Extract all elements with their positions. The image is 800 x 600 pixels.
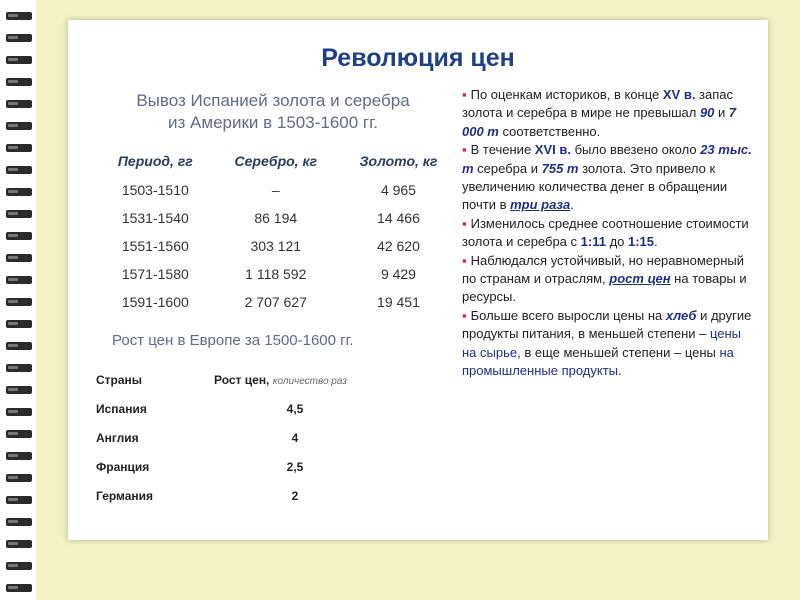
col-header-gold: Золото, кг [359,153,438,169]
table-row [96,481,376,510]
notebook-spiral [0,0,40,600]
cell-country: Англия [96,430,139,445]
spiral-ring [6,144,32,152]
cell-growth: 2,5 [286,459,304,474]
cell-country: Испания [96,401,147,416]
spiral-ring [6,188,32,196]
table-row [98,204,458,232]
spiral-ring [6,496,32,504]
cell-growth: 2 [291,488,299,503]
bullet-icon: ▪ [462,215,467,231]
cell-growth: 4 [291,430,299,445]
spiral-ring [6,562,32,570]
table-row [96,452,376,481]
spiral-ring [6,452,32,460]
price-growth-table [96,366,376,510]
table-row [96,423,376,452]
bullet-item: ▪ Больше всего выросли цены на хлеб и другие продукты питания, в меньшей степени – цены на сырье, в еще меньшей степени – цены на промышленные продукты. [462,307,752,379]
spiral-ring [6,518,32,526]
cell-silver: 303 121 [250,238,302,254]
table-header-row [96,366,376,394]
export-table [98,146,458,316]
cell-country: Франция [96,459,150,474]
cell-period: 1503-1510 [121,182,189,198]
col-header-growth-note: количество раз [272,376,347,387]
cell-period: 1531-1540 [121,210,189,226]
cell-period: 1591-1600 [121,294,189,310]
spiral-ring [6,78,32,86]
bullet-item: ▪ В течение XVI в. было ввезено около 23 тыс. т серебра и 755 т золота. Это привело к увеличению количества денег в обращении почти в три раза. [462,142,752,213]
spiral-ring [6,34,32,42]
cell-gold: 19 451 [377,294,420,310]
bullet-icon: ▪ [462,142,467,158]
table1-title [108,90,438,134]
table-row [98,260,458,288]
cell-period: 1551-1560 [121,238,189,254]
cell-silver: – [271,182,280,198]
page-title: Революция цен [321,44,515,72]
cell-gold: 4 965 [380,182,416,198]
col-header-growth: Рост цен, количество раз [214,373,347,387]
spiral-ring [6,430,32,438]
cell-country: Германия [96,488,154,503]
col-header-silver: Серебро, кг [234,153,318,169]
spiral-ring [6,320,32,328]
table-header-row [98,146,458,176]
spiral-ring [6,298,32,306]
spiral-ring [6,254,32,262]
spiral-ring [6,100,32,108]
bullet-item: ▪ Изменилось среднее соотношение стоимости золота и серебра с 1:11 до 1:15. [462,215,749,250]
table1-title-line1: Вывоз Испанией золота и серебра [136,91,410,110]
spiral-ring [6,210,32,218]
bullet-icon: ▪ [462,307,467,323]
spiral-ring [6,276,32,284]
bullet-icon: ▪ [462,252,467,268]
spiral-ring [6,122,32,130]
col-header-country: Страны [96,373,143,387]
bullet-item: ▪ Наблюдался устойчивый, но неравномерный по странам и отраслям, рост цен на товары и ресурсы. [462,252,747,305]
table-row [98,176,458,204]
cell-gold: 14 466 [377,210,420,226]
spiral-ring [6,364,32,372]
bullet-list [462,86,752,381]
cell-gold: 42 620 [377,238,420,254]
spiral-ring [6,474,32,482]
spiral-ring [6,56,32,64]
table1-title-line2: из Америки в 1503-1600 гг. [168,113,378,132]
col-header-period: Период, гг [117,153,193,169]
cell-silver: 2 707 627 [244,294,307,310]
spiral-ring [6,166,32,174]
bullet-icon: ▪ [462,87,467,102]
slide [68,20,768,540]
table-row [98,232,458,260]
cell-gold: 9 429 [380,266,416,282]
cell-period: 1571-1580 [121,266,189,282]
spiral-ring [6,540,32,548]
bullet-item: ▪ По оценкам историков, в конце XV в. запас золота и серебра в мире не превышал 90 и 7 000 т соответственно. [462,87,737,139]
spiral-ring [6,584,32,592]
table-row [98,288,458,316]
spiral-ring [6,232,32,240]
spiral-ring [6,386,32,394]
table2-title: Рост цен в Европе за 1500-1600 гг. [112,332,354,349]
spiral-ring [6,342,32,350]
table-row [96,394,376,423]
spiral-ring [6,12,32,20]
spiral-ring [6,408,32,416]
cell-silver: 86 194 [254,210,298,226]
cell-silver: 1 118 592 [245,266,307,282]
cell-growth: 4,5 [286,401,304,416]
